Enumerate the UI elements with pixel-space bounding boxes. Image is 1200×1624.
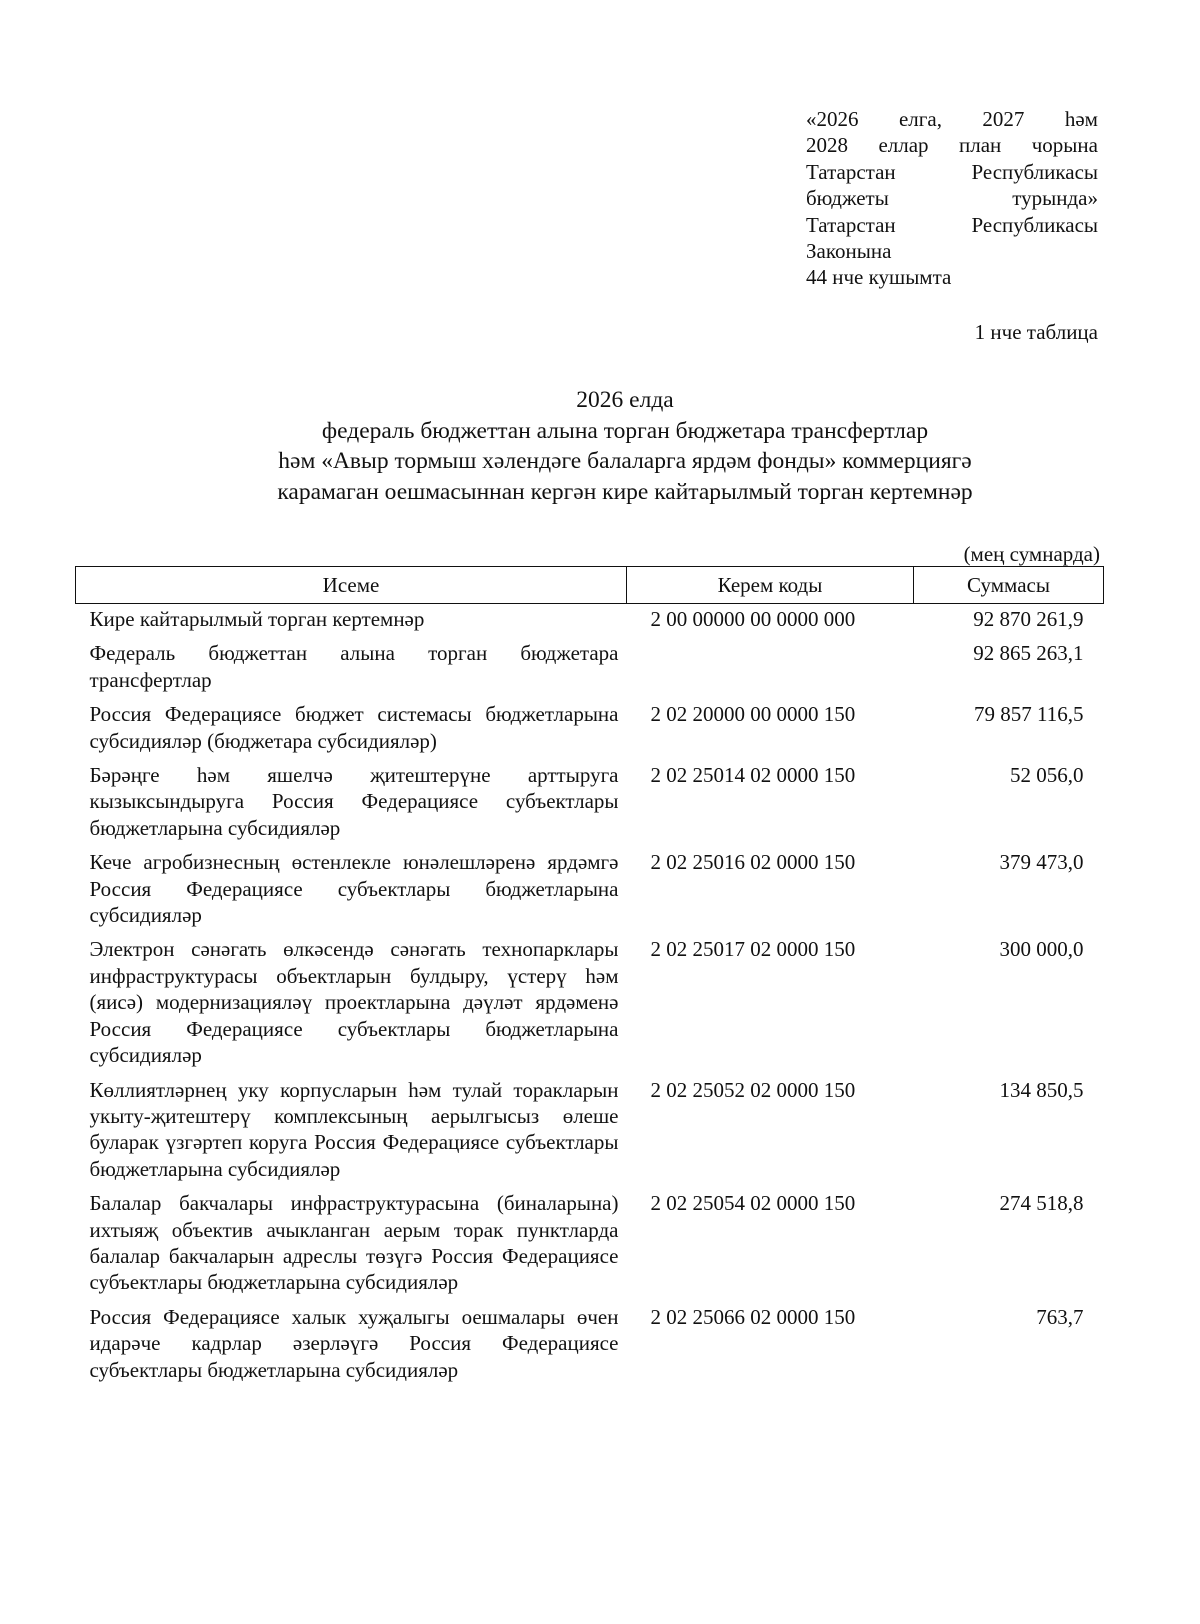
annex-line <box>806 185 1098 211</box>
row-code: 2 02 25016 02 0000 150 <box>650 850 856 875</box>
table-row <box>76 701 1104 762</box>
row-name: Электрон сәнәгать өлкәсендә сәнәгать технопарклары инфраструктурасы объектларын булдыру, үстерү һәм (яисә) модернизацияләү проектларына дәүләт ярдәменә Россия Федерациясе субъектлары бюджетларына субсидияләр <box>89 937 619 1068</box>
table-row <box>76 640 1104 701</box>
title-line: һәм «Авыр тормыш хәлендәге балаларга ярдәм фонды» коммерциягә <box>278 448 972 474</box>
title-line: карамаган оешмасыннан кергән кире кайтарылмый торган кертемнәр <box>277 478 973 505</box>
row-sum: 379 473,0 <box>999 850 1084 875</box>
table-number: 1 нче таблица <box>974 320 1098 344</box>
annex-word: һәм <box>1064 107 1098 131</box>
annex-word: Татарстан <box>806 212 896 237</box>
annex-word: 2027 <box>982 107 1025 131</box>
table-row <box>76 1190 1104 1304</box>
row-sum: 763,7 <box>1036 1304 1084 1329</box>
annex-reference <box>806 106 1098 291</box>
header-code: Керем коды <box>627 567 914 604</box>
annex-word: 2028 <box>806 133 848 158</box>
header-name: Исеме <box>76 567 627 604</box>
annex-word: Республикасы <box>971 159 1098 184</box>
document-title <box>150 385 1100 507</box>
transfers-table <box>75 566 1104 1391</box>
annex-word: бюджеты <box>806 186 889 211</box>
unit-note: (мең сумнарда) <box>963 542 1100 566</box>
row-code: 2 02 25066 02 0000 150 <box>650 1304 856 1329</box>
row-sum: 52 056,0 <box>1010 763 1084 788</box>
row-code: 2 02 25054 02 0000 150 <box>650 1191 856 1216</box>
row-name: Кече агробизнесның өстенлекле юнәлешләренә ярдәмгә Россия Федерациясе субъектлары бюджетларына субсидияләр <box>89 850 619 928</box>
row-sum: 92 870 261,9 <box>973 607 1084 631</box>
row-code: 2 02 25017 02 0000 150 <box>650 937 856 962</box>
table-row <box>76 762 1104 849</box>
row-name: Балалар бакчалары инфраструктурасына (биналарына) ихтыяҗ объектив ачыкланган аерым торак пунктларда балалар бакчаларын адреслы төзүгә Россия Федерациясе субъектлары бюджетларына субсидияләр <box>89 1191 619 1295</box>
annex-line <box>806 132 1098 158</box>
annex-line <box>806 159 1098 185</box>
row-name: Көллиятләрнең уку корпусларын һәм тулай торакларын укыту-җитештерү комплексының аерылгысыз өлеше буларак үзгәртеп коруга Россия Федерациясе субъектлары бюджетларына субсидияләр <box>89 1077 619 1181</box>
row-code: 2 02 20000 00 0000 150 <box>650 702 856 727</box>
row-name: Федераль бюджеттан алына торган бюджетара трансфертлар <box>89 641 619 692</box>
table-row <box>76 604 1104 641</box>
row-name: Кире кайтарылмый торган кертемнәр <box>89 607 425 631</box>
row-sum: 79 857 116,5 <box>974 702 1084 727</box>
row-sum: 274 518,8 <box>999 1191 1084 1216</box>
row-sum: 300 000,0 <box>999 937 1084 962</box>
annex-word: чорына <box>1031 133 1098 158</box>
annex-word: Республикасы <box>971 212 1098 237</box>
row-sum: 134 850,5 <box>999 1077 1084 1102</box>
row-code: 2 02 25052 02 0000 150 <box>650 1077 856 1102</box>
annex-word: Татарстан <box>806 159 896 184</box>
annex-line: Законына <box>806 239 892 264</box>
annex-line <box>806 106 1098 132</box>
annex-line: 44 нче кушымта <box>806 265 952 290</box>
row-name: Россия Федерациясе бюджет системасы бюджетларына субсидияләр (бюджетара субсидияләр) <box>89 702 619 753</box>
annex-word: турында» <box>1012 186 1098 211</box>
annex-word: елга, <box>898 107 942 131</box>
table-row <box>76 1304 1104 1391</box>
table-body <box>76 604 1104 1391</box>
annex-word: еллар <box>878 133 929 158</box>
annex-word: план <box>959 133 1002 158</box>
table-row <box>76 1077 1104 1191</box>
title-line: 2026 елда <box>576 387 674 413</box>
header-sum: Суммасы <box>914 567 1104 604</box>
table-row <box>76 849 1104 936</box>
annex-word: «2026 <box>806 107 859 131</box>
row-code <box>627 640 914 701</box>
table-row <box>76 936 1104 1076</box>
row-name: Бәрәңге һәм яшелчә җитештерүне арттыруга кызыксындыруга Россия Федерациясе субъектлары бюджетларына субсидияләр <box>89 763 619 840</box>
row-sum: 92 865 263,1 <box>973 641 1084 666</box>
table-header-row <box>76 567 1104 604</box>
title-line: федераль бюджеттан алына торган бюджетара трансфертлар <box>321 417 929 444</box>
row-code: 2 02 25014 02 0000 150 <box>650 763 856 788</box>
annex-line <box>806 212 1098 238</box>
row-code: 2 00 00000 00 0000 000 <box>650 607 856 631</box>
row-name: Россия Федерациясе халык хуҗалыгы оешмалары өчен идарәче кадрлар әзерләүгә Россия Федерациясе субъектлары бюджетларына субсидияләр <box>89 1304 619 1382</box>
